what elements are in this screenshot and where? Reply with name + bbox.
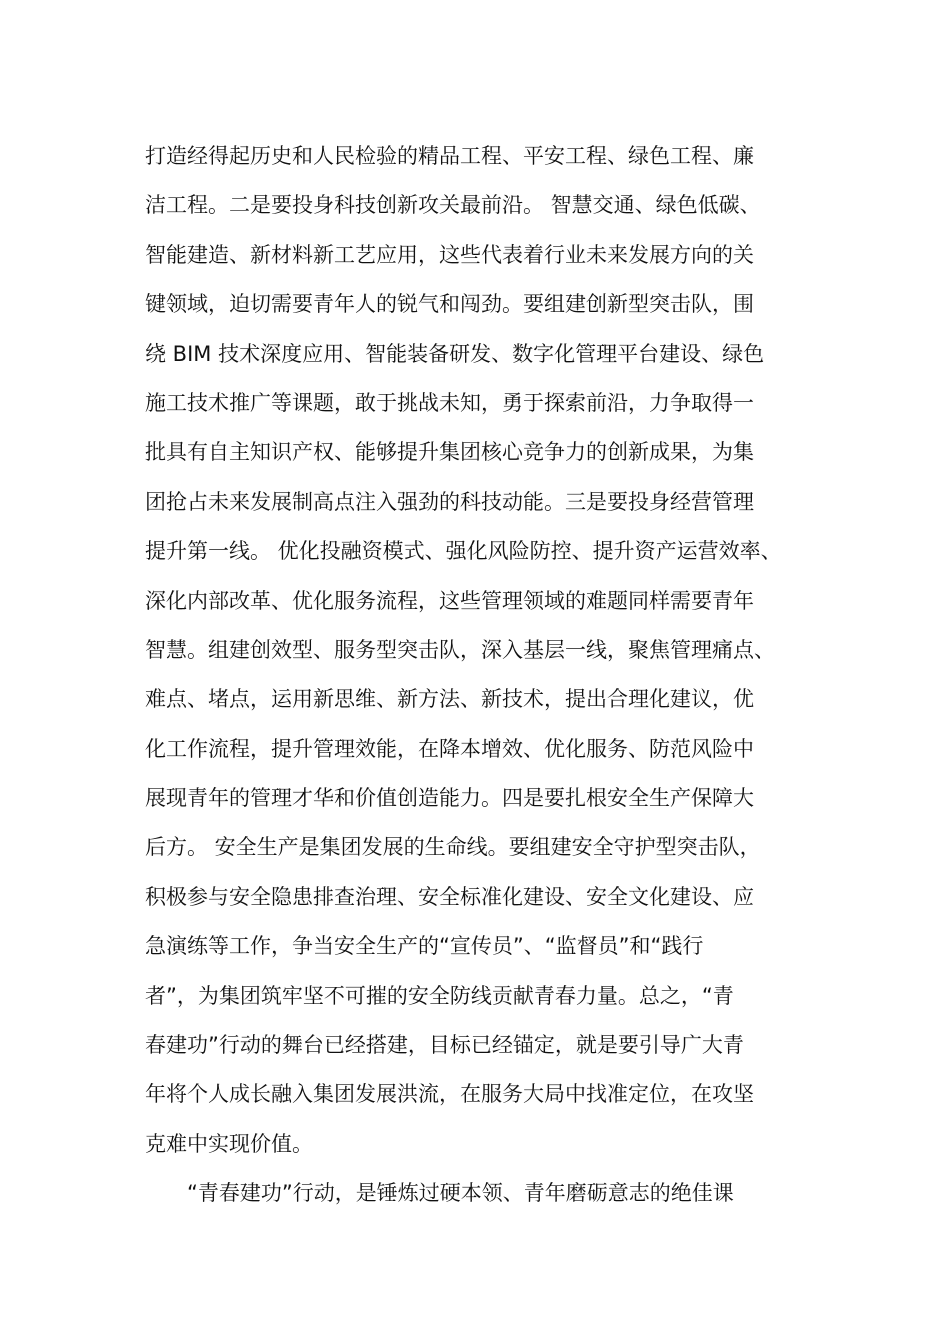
- text-line: 急演练等工作，争当安全生产的“宣传员”、“监督员”和“践行: [145, 934, 704, 959]
- body-text: [145, 132, 825, 1219]
- text-line: 春建功”行动的舞台已经搭建，目标已经锚定，就是要引导广大青: [145, 1033, 744, 1058]
- text-line: 键领域，迫切需要青年人的锐气和闯劲。要组建创新型突击队，围: [145, 292, 754, 317]
- text-line: 化工作流程，提升管理效能，在降本增效、优化服务、防范风险中: [145, 736, 754, 761]
- text-line: 后方。 安全生产是集团发展的生命线。要组建安全守护型突击队，: [145, 835, 761, 860]
- text-line: 绕 BIM 技术深度应用、智能装备研发、数字化管理平台建设、绿色: [145, 341, 765, 366]
- text-line: 积极参与安全隐患排查治理、安全标准化建设、安全文化建设、应: [145, 884, 754, 909]
- text-line: 施工技术推广等课题，敢于挑战未知，勇于探索前沿，力争取得一: [145, 390, 754, 415]
- paragraph-start-line: “青春建功”行动，是锤炼过硬本领、青年磨砺意志的绝佳课: [187, 1181, 734, 1206]
- text-line: 展现青年的管理才华和价值创造能力。四是要扎根安全生产保障大: [145, 786, 754, 811]
- text-line: 智慧。组建创效型、服务型突击队，深入基层一线，聚焦管理痛点、: [145, 637, 775, 662]
- text-line: 难点、堵点，运用新思维、新方法、新技术，提出合理化建议，优: [145, 687, 754, 712]
- text-line: 克难中实现价值。: [145, 1131, 313, 1156]
- text-line: 团抢占未来发展制高点注入强劲的科技动能。三是要投身经营管理: [145, 489, 754, 514]
- text-line: 年将个人成长融入集团发展洪流，在服务大局中找准定位，在攻坚: [145, 1082, 754, 1107]
- text-line: 打造经得起历史和人民检验的精品工程、平安工程、绿色工程、廉: [145, 144, 754, 168]
- text-line: 者”，为集团筑牢坚不可摧的安全防线贡献青春力量。总之，“青: [145, 983, 734, 1008]
- text-line: 提升第一线。 优化投融资模式、强化风险防控、提升资产运营效率、: [145, 539, 782, 564]
- text-line: 批具有自主知识产权、能够提升集团核心竞争力的创新成果，为集: [145, 440, 754, 465]
- text-line: 深化内部改革、优化服务流程，这些管理领域的难题同样需要青年: [145, 588, 754, 613]
- text-line: 智能建造、新材料新工艺应用，这些代表着行业未来发展方向的关: [145, 242, 754, 267]
- text-line: 洁工程。二是要投身科技创新攻关最前沿。 智慧交通、绿色低碳、: [145, 193, 761, 218]
